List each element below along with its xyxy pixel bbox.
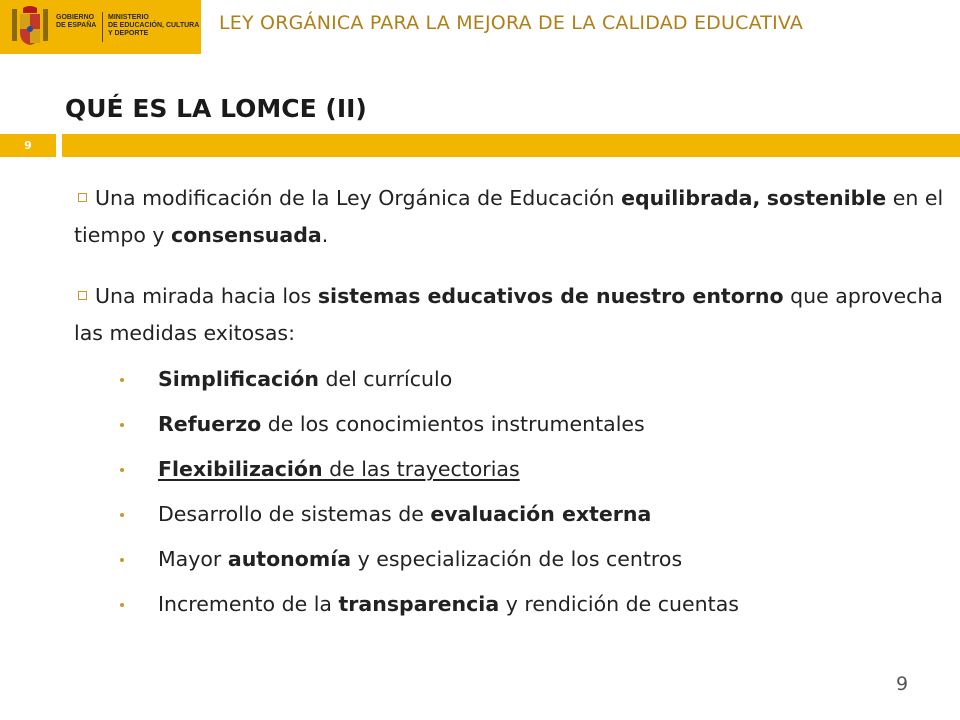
logo-government-text: GOBIERNO DE ESPAÑA — [56, 14, 97, 29]
slide-content — [74, 180, 944, 627]
dot-bullet-icon — [120, 513, 124, 517]
list-item-evaluacion: Desarrollo de sistemas de evaluación externa — [74, 492, 944, 537]
dot-bullet-icon — [120, 378, 124, 382]
government-logo — [0, 0, 201, 54]
logo-divider — [102, 12, 103, 42]
list-item-simplificacion: Simplificación del currículo — [74, 357, 944, 402]
list-item-autonomia: Mayor autonomía y especialización de los centros — [74, 537, 944, 582]
dot-bullet-icon — [120, 558, 124, 562]
dot-bullet-icon — [120, 603, 124, 607]
dot-bullet-icon — [120, 468, 124, 472]
title-accent-bar — [62, 134, 960, 157]
slide-number-badge: 9 — [0, 134, 56, 157]
measures-list — [74, 357, 944, 627]
list-item-transparencia: Incremento de la transparencia y rendición de cuentas — [74, 582, 944, 627]
square-bullet-icon — [78, 291, 87, 300]
flexibilizacion-link[interactable]: Flexibilización de las trayectorias — [158, 457, 520, 481]
page-number: 9 — [896, 673, 909, 695]
paragraph-educational-systems: Una mirada hacia los sistemas educativos de nuestro entorno que aprovecha las medidas exitosas: — [74, 284, 943, 345]
coat-of-arms-icon — [10, 5, 50, 49]
dot-bullet-icon — [120, 423, 124, 427]
logo-ministry-text: MINISTERIO DE EDUCACIÓN, CULTURA Y DEPORTE — [108, 14, 200, 37]
slide-title: QUÉ ES LA LOMCE (II) — [65, 94, 367, 123]
list-item-refuerzo: Refuerzo de los conocimientos instrumentales — [74, 402, 944, 447]
list-item-flexibilizacion — [74, 447, 944, 492]
square-bullet-icon — [78, 193, 87, 202]
header-title: LEY ORGÁNICA PARA LA MEJORA DE LA CALIDAD EDUCATIVA — [219, 12, 804, 34]
paragraph-lomce-modification: Una modificación de la Ley Orgánica de Educación equilibrada, sostenible en el tiempo y consensuada. — [74, 186, 944, 247]
